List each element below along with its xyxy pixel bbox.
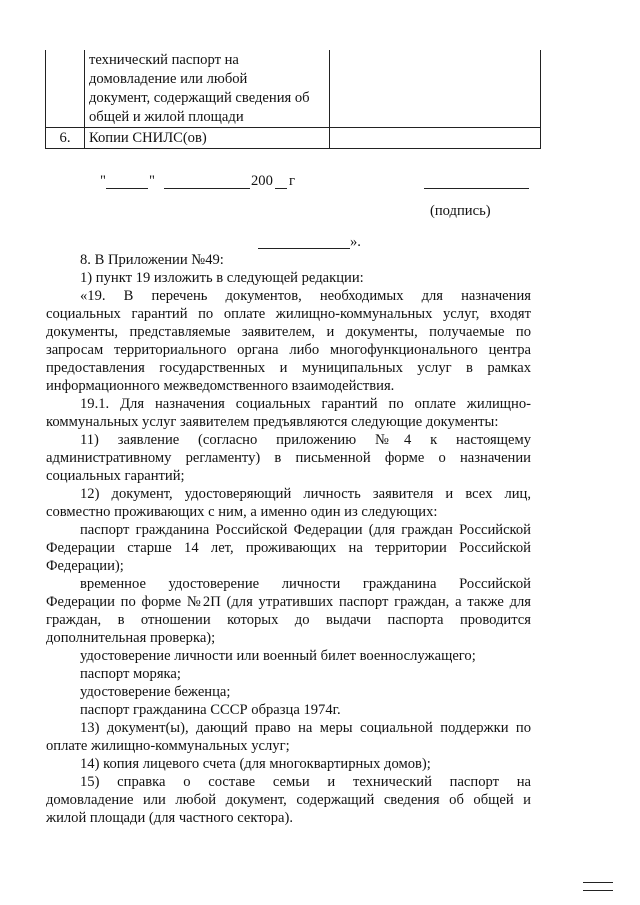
paragraph-line: 15) справка о составе семьи и технический паспорт на <box>80 774 531 790</box>
paragraph-line: жилой площади (для частного сектора). <box>46 810 293 826</box>
table-cell-value <box>330 50 541 128</box>
table-cell-line: документ, содержащий сведения об <box>89 90 310 106</box>
paragraph-line: 13) документ(ы), дающий право на меры социальной поддержки по <box>80 720 531 736</box>
paragraph-line: 12) документ, удостоверяющий личность заявителя и всех лиц, <box>80 486 531 502</box>
date-year: 200 <box>251 173 273 189</box>
paragraph-line: домовладение или любой документ, содержащий сведения об общей и <box>46 792 531 808</box>
paragraph-line: социальных гарантий по оплате жилищно-коммунальных услуг, входят <box>46 306 531 322</box>
paragraph-line: административному регламенту) в письменной форме о назначении <box>46 450 531 466</box>
date-year-blank <box>275 188 287 189</box>
paragraph-line: 19.1. Для назначения социальных гарантий по оплате жилищно- <box>80 396 531 412</box>
signature-blank <box>424 188 529 189</box>
date-year-suffix: г <box>289 173 295 189</box>
date-close-quote: " <box>149 173 155 189</box>
table-row <box>46 50 541 128</box>
table-cell-line: домовладение или любой <box>89 71 248 87</box>
paragraph-line: Федерации по форме №2П (для утративших паспорт граждан, а также для <box>46 594 531 610</box>
paragraph-line: Федерации); <box>46 558 124 574</box>
paragraph-line: 14) копия лицевого счета (для многоквартирных домов); <box>80 756 431 772</box>
table-cell-line: технический паспорт на <box>89 52 239 68</box>
closing-blank <box>258 248 350 249</box>
documents-table <box>45 50 541 149</box>
paragraph-line: дополнительная проверка); <box>46 630 216 646</box>
paragraph-line: оплате жилищно-коммунальных услуг; <box>46 738 290 754</box>
date-day-blank <box>106 188 148 189</box>
table-cell-line: общей и жилой площади <box>89 109 244 125</box>
paragraph-line: запросам территориального органа либо многофункционального центра <box>46 342 531 358</box>
section-heading: 8. В Приложении №49: <box>80 252 224 268</box>
paragraph-line: коммунальных услуг заявителем предъявляются следующие документы: <box>46 414 499 430</box>
paragraph-line: паспорт гражданина СССР образца 1974г. <box>80 702 341 718</box>
table-row <box>46 128 541 149</box>
date-month-blank <box>164 188 250 189</box>
paragraph-line: удостоверение беженца; <box>80 684 231 700</box>
paragraph-line: временное удостоверение личности гражданина Российской <box>80 576 531 592</box>
paragraph-line: Федерации старше 14 лет, проживающих на территории Российской <box>46 540 531 556</box>
date-open-quote: " <box>100 173 106 189</box>
table-cell-number <box>46 50 85 128</box>
paragraph-line: граждан, в отношении которых до выдачи паспорта проводится <box>46 612 531 628</box>
paragraph-line: паспорт моряка; <box>80 666 181 682</box>
paragraph-line: документы, представляемые заявителем, и документы, получаемые по <box>46 324 531 340</box>
paragraph-line: 11) заявление (согласно приложению №4 к настоящему <box>80 432 531 448</box>
table-cell-document: Копии СНИЛС(ов) <box>85 128 330 149</box>
paragraph-line: предоставления государственных и муниципальных услуг в рамках <box>46 360 531 376</box>
signature-label: (подпись) <box>430 203 491 219</box>
paragraph-line: совместно проживающих с ним, а именно один из следующих: <box>46 504 438 520</box>
paragraph-line: «19. В перечень документов, необходимых для назначения <box>80 288 531 304</box>
paragraph-line: паспорт гражданина Российской Федерации (для граждан Российской <box>80 522 531 538</box>
table-cell-document <box>85 50 330 128</box>
table-cell-value <box>330 128 541 149</box>
paragraph-line: информационного межведомственного взаимодействия. <box>46 378 395 394</box>
closing-mark: ». <box>350 234 361 250</box>
footer-mark <box>583 882 613 883</box>
footer-mark <box>583 890 613 891</box>
paragraph-line: социальных гарантий; <box>46 468 185 484</box>
table-cell-number: 6. <box>46 128 85 149</box>
paragraph-line: 1) пункт 19 изложить в следующей редакции: <box>80 270 364 286</box>
paragraph-line: удостоверение личности или военный билет военнослужащего; <box>80 648 476 664</box>
